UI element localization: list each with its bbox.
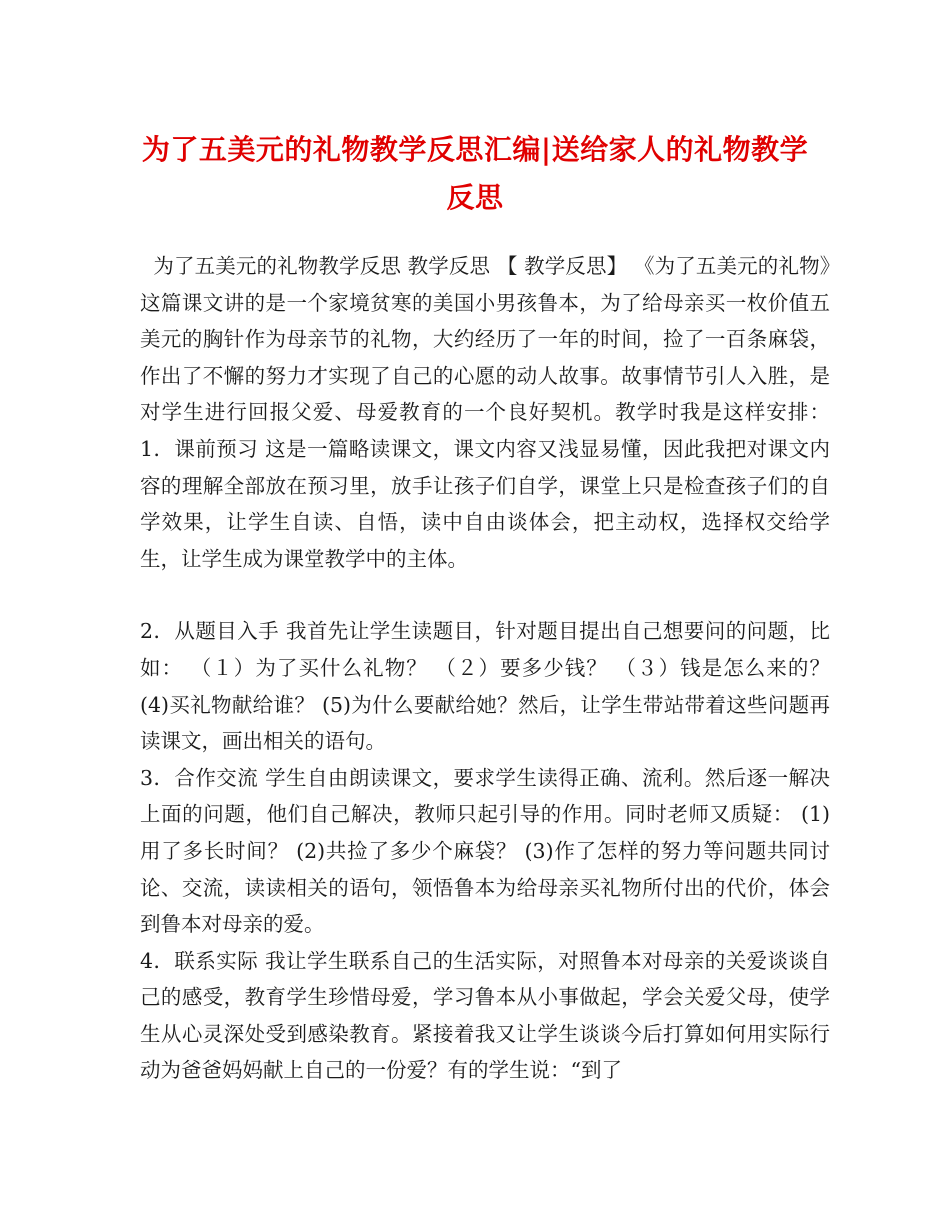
paragraph-step-2: 2．从题目入手 我首先让学生读题目，针对题目提出自己想要问的问题，比如： （１）为了买什么礼物？ （２）要多少钱？ （３）钱是怎么来的？ (4)买礼物献给谁？ (5)为什么要献给她？然后，让学生带站带着这些问题再读课文，画出相关的语句。 — [140, 619, 837, 754]
paragraph-step-4: 4．联系实际 我让学生联系自己的生活实际，对照鲁本对母亲的关爱谈谈自己的感受，教育学生珍惜母爱，学习鲁本从小事做起，学会关爱父母，使学生从心灵深处受到感染教育。紧接着我又让学生谈谈今后打算如何用实际行动为爸爸妈妈献上自己的一份爱？有的学生说：“到了 — [140, 948, 830, 1083]
paragraph-step-3: 3．合作交流 学生自由朗读课文，要求学生读得正确、流利。然后逐一解决上面的问题，他们自己解决，教师只起引导的作用。同时老师又质疑： (1)用了多长时间？ (2)共捡了多少个麻袋？ (3)作了怎样的努力等问题共同讨论、交流，读读相关的语句，领悟鲁本为给母亲买礼物所付出的代价，体会到鲁本对母亲的爱。 — [140, 765, 830, 937]
paragraph-intro: 为了五美元的礼物教学反思 教学反思 【 教学反思】 《为了五美元的礼物》这篇课文讲的是一个家境贫寒的美国小男孩鲁本，为了给母亲买一枚价值五美元的胸针作为母亲节的礼物，大约经历了一年的时间，捡了一百条麻袋，作出了不懈的努力才实现了自己的心愿的动人故事。故事情节引人入胜，是对学生进行回报父爱、母爱教育的一个良好契机。教学时我是这样安排： 1．课前预习 这是一篇略读课文，课文内容又浅显易懂，因此我把对课文内容的理解全部放在预习里，放手让孩子们自学，课堂上只是检查孩子们的自学效果，让学生自读、自悟，读中自由谈体会，把主动权，选择权交给学生，让学生成为课堂教学中的主体。 — [140, 254, 844, 571]
document-title: 为了五美元的礼物教学反思汇编|送给家人的礼物教学反思 — [141, 133, 809, 214]
document-body — [140, 248, 844, 1089]
paragraph-gap — [140, 577, 830, 613]
